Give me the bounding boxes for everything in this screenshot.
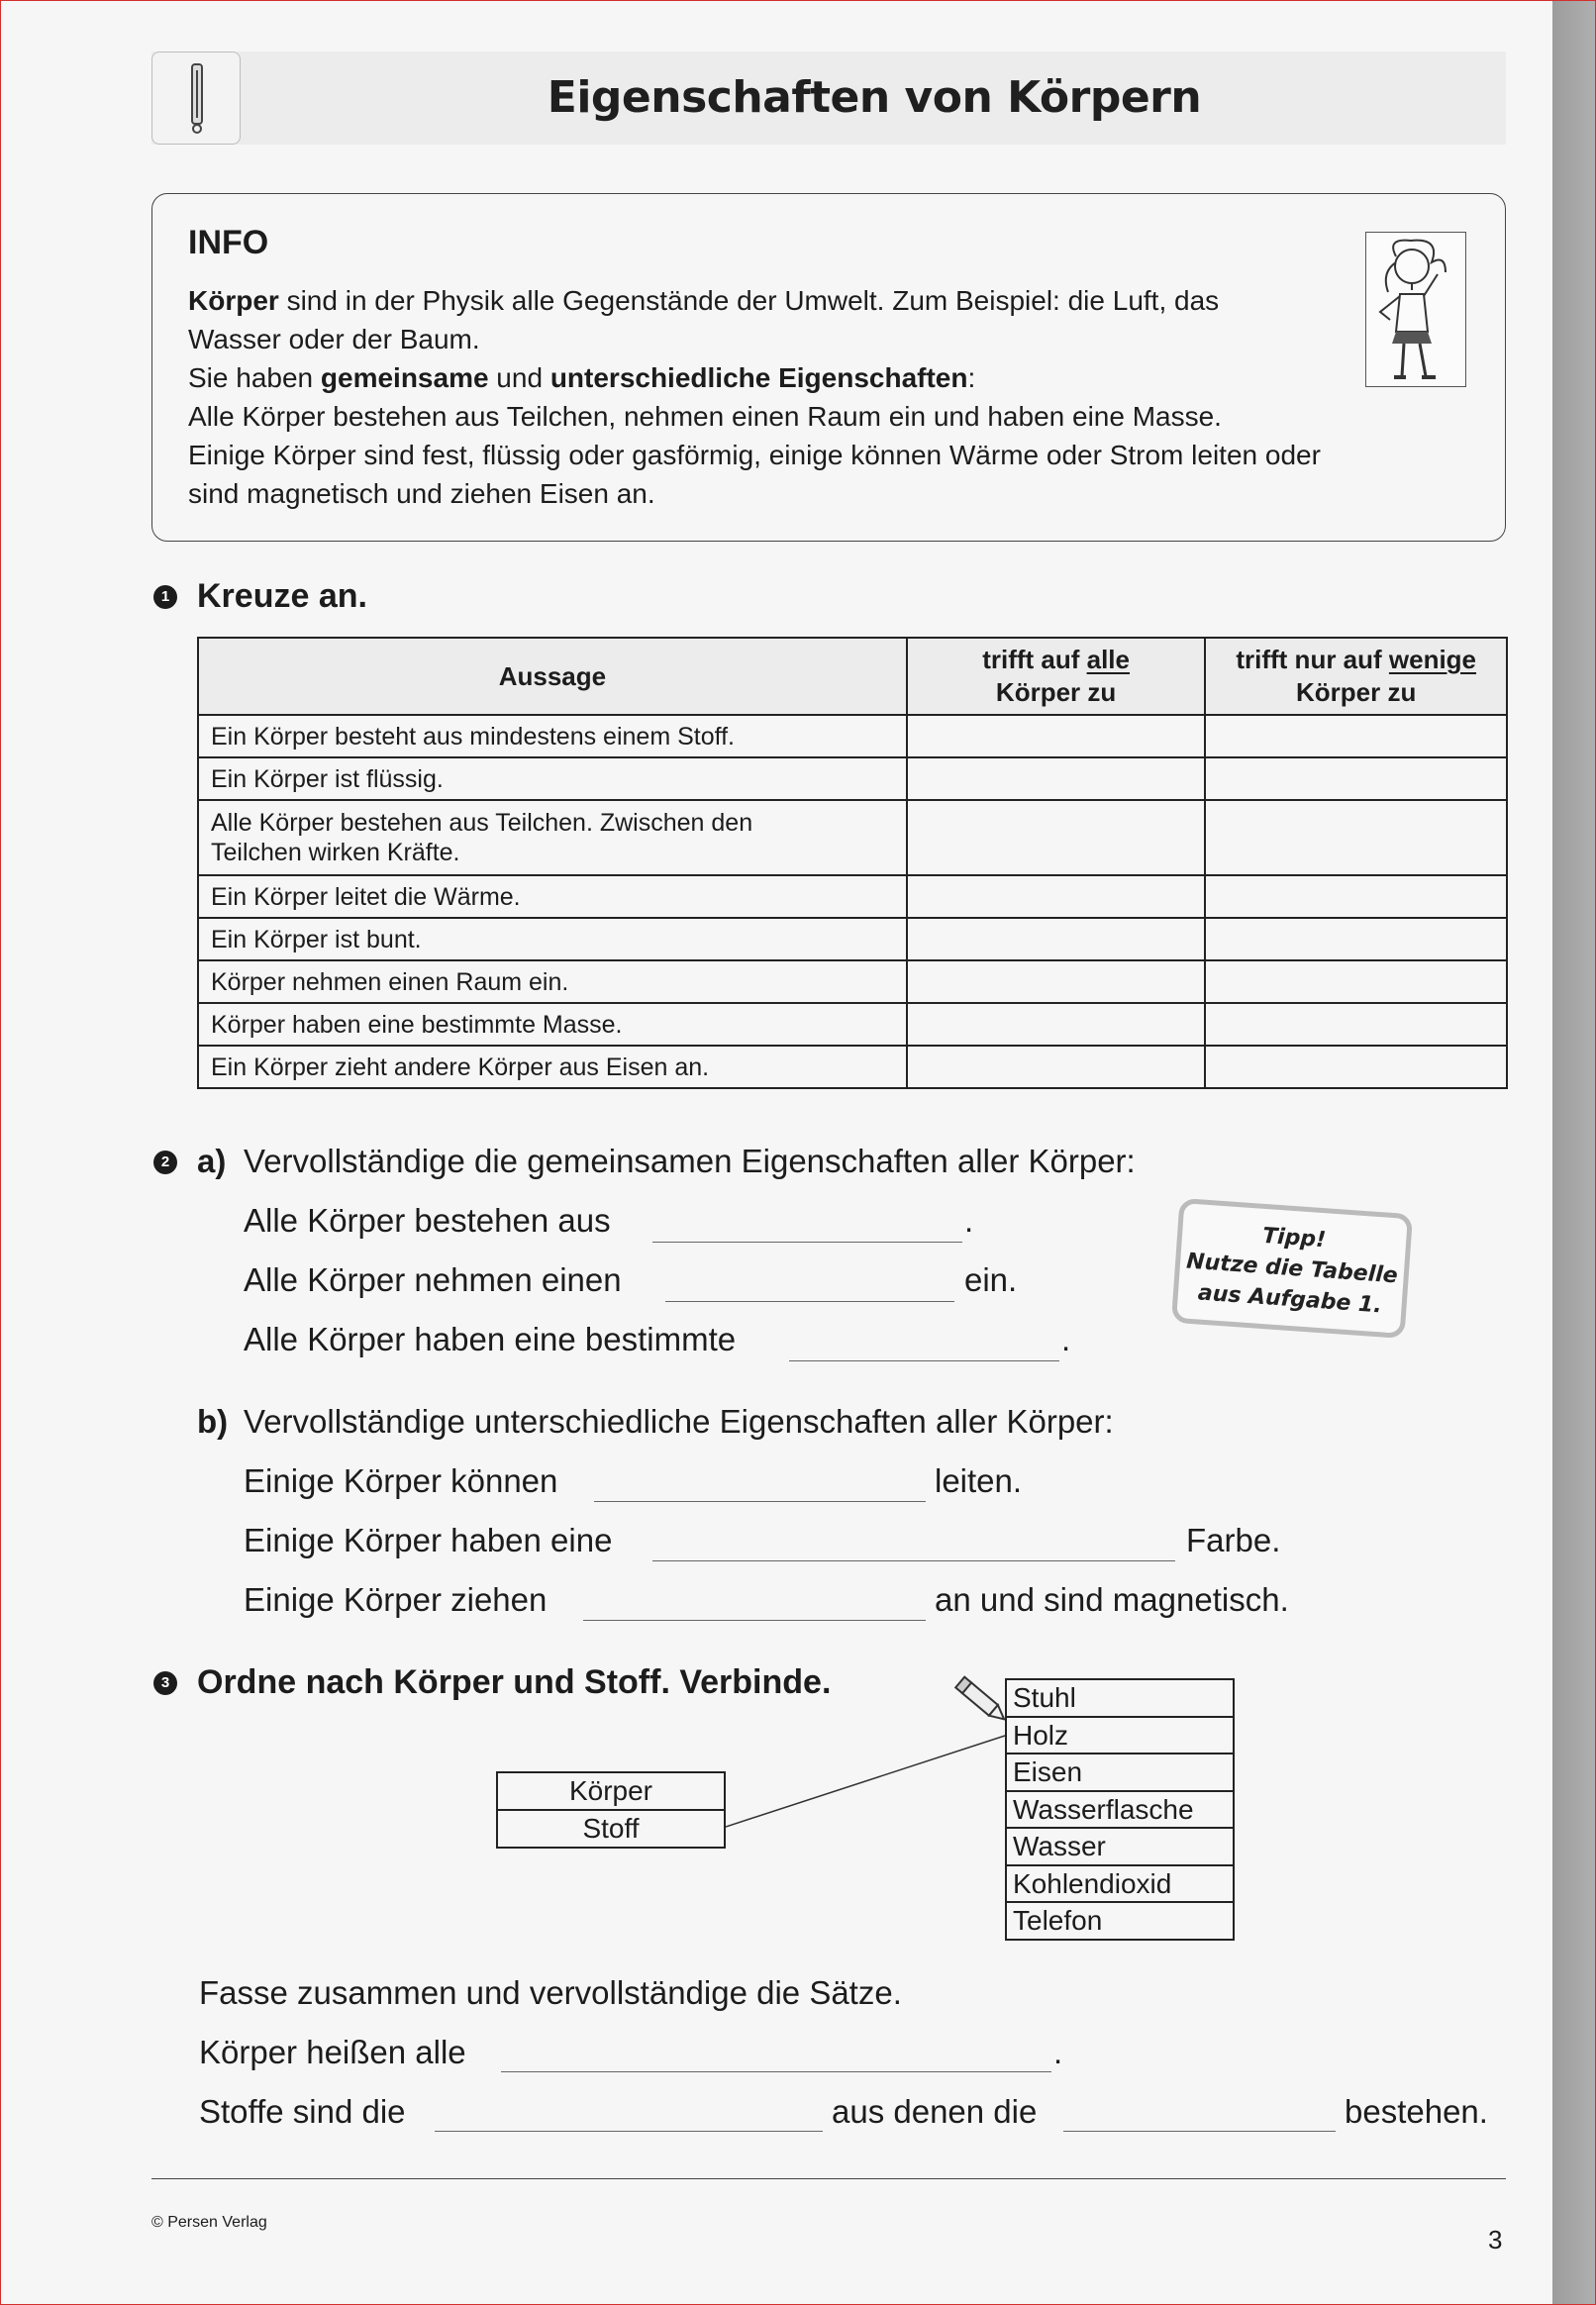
info-term-koerper: Körper: [188, 285, 279, 316]
task-2a-heading: Vervollständige die gemeinsamen Eigenschaften aller Körper:: [244, 1143, 1136, 1179]
info-text: Körper sind in der Physik alle Gegenstände der Umwelt. Zum Beispiel: die Luft, das Wasser oder der Baum. Sie haben gemeinsame und unterschiedliche Eigenschaften: Alle Körper bestehen aus Teilchen, nehmen einen Raum ein und haben eine Masse. Einige Körper sind fest, flüssig oder gasförmig, einige können Wärme oder Strom leiten oder sind magnetisch und ziehen Eisen an.: [188, 285, 1321, 509]
copyright-text: © Persen Verlag: [151, 2214, 267, 2231]
statement-table: [197, 637, 1508, 1089]
item-box[interactable]: Wasser: [1007, 1829, 1233, 1866]
checkbox-cell-all[interactable]: [907, 1046, 1206, 1088]
task-2b-label: b): [197, 1403, 229, 1440]
page-edge-shadow: [1552, 0, 1596, 2305]
info-heading: INFO: [188, 224, 269, 261]
checkbox-cell-few[interactable]: [1205, 800, 1507, 875]
checkbox-cell-few[interactable]: [1205, 757, 1507, 800]
tip-note: Tipp! Nutze die Tabelle aus Aufgabe 1.: [1171, 1198, 1413, 1339]
task-2b-heading: Vervollständige unterschiedliche Eigenschaften aller Körper:: [244, 1403, 1114, 1440]
task-1-number: 1: [153, 585, 177, 609]
spring-scale-icon: [151, 51, 241, 145]
task-1-heading: Kreuze an.: [197, 577, 367, 615]
checkbox-cell-few[interactable]: [1205, 1046, 1507, 1088]
summary-instruction: Fasse zusammen und vervollständige die Sätze.: [199, 1974, 902, 2011]
checkbox-cell-all[interactable]: [907, 918, 1206, 960]
checkbox-cell-few[interactable]: [1205, 875, 1507, 918]
answer-blank[interactable]: [435, 2131, 823, 2132]
item-box[interactable]: Wasserflasche: [1007, 1792, 1233, 1830]
info-box: [151, 193, 1506, 542]
category-boxes: [496, 1771, 726, 1849]
checkbox-cell-few[interactable]: [1205, 715, 1507, 757]
connection-line: [726, 1728, 1008, 1832]
item-box[interactable]: Telefon: [1013, 1905, 1103, 1936]
page-title: Eigenschaften von Körpern: [547, 72, 1202, 123]
table-row: Ein Körper zieht andere Körper aus Eisen an.: [198, 1046, 1507, 1088]
task-2-number: 2: [153, 1151, 177, 1174]
checkbox-cell-all[interactable]: [907, 875, 1206, 918]
item-boxes: [1005, 1678, 1235, 1941]
checkbox-cell-few[interactable]: [1205, 1003, 1507, 1046]
worksheet-page: Eigenschaften von Körpern INFO Körper sind in der Physik alle Gegenstände der Umwelt. Zum Beispiel: die Luft, das Wasser oder der Baum. Sie haben gemeinsame und unterschiedliche Eigenschaften: Alle Körper bestehen aus Teilchen, nehmen einen Raum ein und haben eine Masse. Einige Körper sind fest, flüssig oder gasförmig, einige können Wärme oder Strom leiten oder sind magnetisch und ziehen Eisen an. 1 Kreuze an. Aussage trifft auf alle Körper zu trifft nur auf wenige Körper zu Ein Körper besteht aus mindestens einem Stoff. Ein Körper ist flüssig. Alle Körper bestehen aus Teilchen. Zwischen den Teilchen wirken Kräfte. Ein Körper leitet die Wärme. Ein Körper ist bunt. Körper nehmen einen Raum ein. Körper haben eine bestimmte Masse. Ein Körper zieht andere Körper aus Eisen an. 2 a) Vervollständige die gemeinsamen Eigenschaften aller Körper: Alle Körper bestehen aus . Alle Körper nehmen einen ein. Alle Körper haben eine bestimmte . Tipp! Nutze die Tabelle aus Aufgabe 1. b) Vervollständige unterschiedliche Eigenschaften aller Körper: Einige Körper können leiten. Einige Körper haben eine Farbe. Einige Körper ziehen an und sind magnetisch. 3 Ordne nach Körper und Stoff. Verbinde. Körper Stoff Stuhl Holz Eisen Wasserflasche Wasser Kohlendioxid Telefon Fasse zusammen und vervollständige die Sätze. Körper heißen alle . Stoffe sind die aus denen die bestehen. © Persen Verlag 3: [0, 0, 1552, 2305]
page-number: 3: [1488, 2225, 1503, 2255]
item-box[interactable]: Stuhl: [1007, 1680, 1233, 1718]
checkbox-cell-few[interactable]: [1205, 960, 1507, 1003]
checkbox-cell-all[interactable]: [907, 960, 1206, 1003]
answer-blank[interactable]: [652, 1242, 962, 1243]
item-box[interactable]: Kohlendioxid: [1007, 1866, 1233, 1904]
category-koerper[interactable]: Körper: [498, 1773, 724, 1811]
checkbox-cell-all[interactable]: [907, 800, 1206, 875]
table-row: Ein Körper ist bunt.: [198, 918, 1507, 960]
table-row: Körper haben eine bestimmte Masse.: [198, 1003, 1507, 1046]
answer-blank[interactable]: [583, 1620, 926, 1621]
task-3-heading: Ordne nach Körper und Stoff. Verbinde.: [197, 1663, 832, 1701]
checkbox-cell-all[interactable]: [907, 757, 1206, 800]
item-box[interactable]: Holz: [1007, 1718, 1233, 1755]
answer-blank[interactable]: [665, 1301, 954, 1302]
checkbox-cell-all[interactable]: [907, 715, 1206, 757]
category-stoff[interactable]: Stoff: [582, 1813, 640, 1844]
table-row: Körper nehmen einen Raum ein.: [198, 960, 1507, 1003]
checkbox-cell-few[interactable]: [1205, 918, 1507, 960]
answer-blank[interactable]: [594, 1501, 926, 1502]
table-row: Alle Körper bestehen aus Teilchen. Zwischen den Teilchen wirken Kräfte.: [198, 800, 1507, 875]
answer-blank[interactable]: [652, 1560, 1175, 1561]
table-row: Ein Körper besteht aus mindestens einem Stoff.: [198, 715, 1507, 757]
header-all: trifft auf alle Körper zu: [907, 638, 1206, 715]
table-header-row: [198, 638, 1507, 715]
footer-divider: [151, 2178, 1506, 2179]
table-row: Ein Körper leitet die Wärme.: [198, 875, 1507, 918]
answer-blank[interactable]: [789, 1360, 1059, 1361]
header-statement: Aussage: [198, 638, 907, 715]
task-3-number: 3: [153, 1671, 177, 1695]
answer-blank[interactable]: [1063, 2131, 1336, 2132]
answer-blank[interactable]: [501, 2071, 1051, 2072]
header-few: trifft nur auf wenige Körper zu: [1205, 638, 1507, 715]
girl-thinking-icon: [1365, 232, 1466, 387]
table-row: Ein Körper ist flüssig.: [198, 757, 1507, 800]
item-box[interactable]: Eisen: [1007, 1754, 1233, 1792]
task-2a-label: a): [197, 1143, 227, 1179]
checkbox-cell-all[interactable]: [907, 1003, 1206, 1046]
